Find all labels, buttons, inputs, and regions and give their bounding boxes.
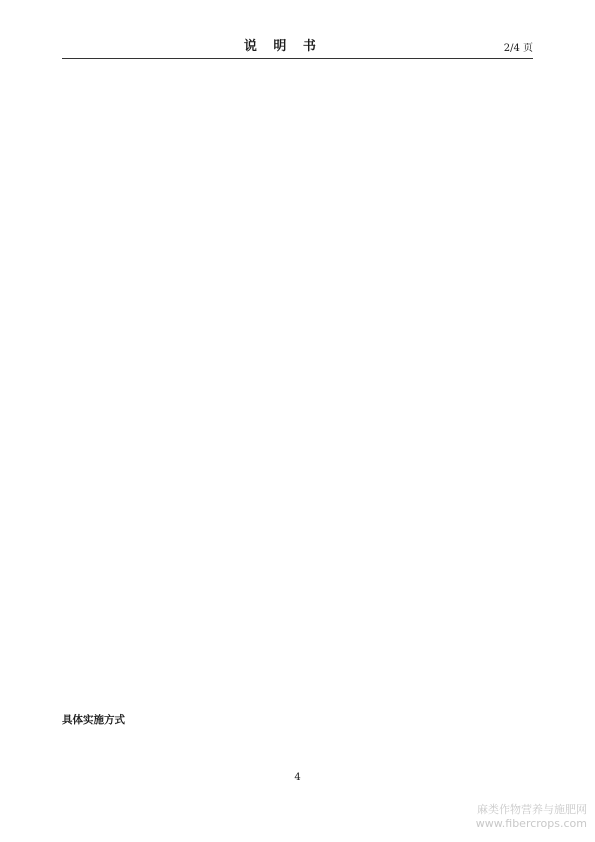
watermark-line2: www.fibercrops.com [475,817,587,830]
watermark [476,801,587,830]
header-divider [62,58,533,59]
page-indicator: 2/4 页 [503,43,533,54]
section-heading: 具体实施方式 [62,714,125,726]
watermark-line1: 麻类作物营养与施肥网 [477,803,587,816]
page-header [62,36,533,54]
page-number: 4 [294,772,301,783]
document-title: 说 明 书 [243,39,322,54]
